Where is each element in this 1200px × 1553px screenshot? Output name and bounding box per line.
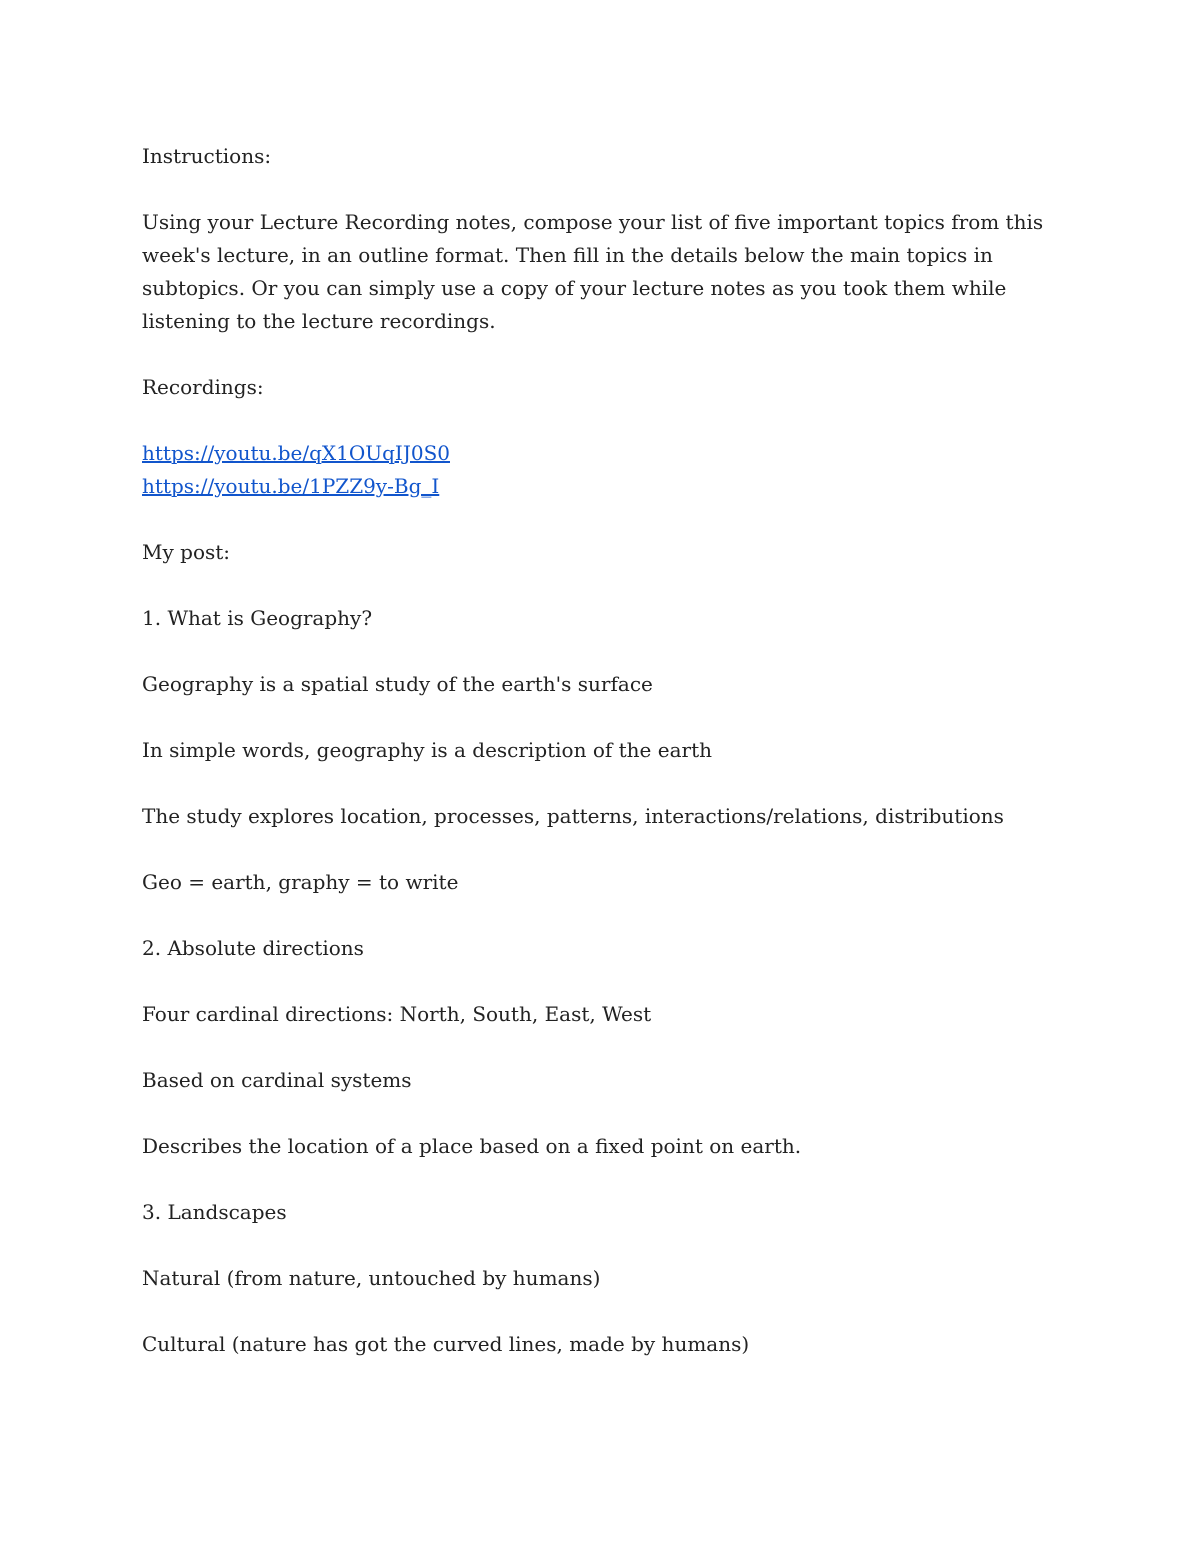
topic-detail: Four cardinal directions: North, South, East, West bbox=[142, 1002, 652, 1026]
topic-detail: Describes the location of a place based on a fixed point on earth. bbox=[142, 1134, 802, 1158]
topic-detail: Natural (from nature, untouched by humans) bbox=[142, 1266, 601, 1290]
instructions-heading: Instructions: bbox=[142, 144, 272, 168]
topic-detail: Geography is a spatial study of the earth's surface bbox=[142, 672, 653, 696]
topic-detail: Cultural (nature has got the curved lines, made by humans) bbox=[142, 1332, 750, 1356]
topic-title: 3. Landscapes bbox=[142, 1200, 287, 1224]
topic-detail: Geo = earth, graphy = to write bbox=[142, 870, 459, 894]
topic-detail: In simple words, geography is a description of the earth bbox=[142, 738, 712, 762]
instructions-paragraph: Using your Lecture Recording notes, compose your list of five important topics from this week's lecture, in an outline format. Then fill in the details below the main topics in subtopics. Or you can simply use a copy of your lecture notes as you took them while listening to the lecture recordings. bbox=[142, 210, 1044, 333]
topic-detail: Based on cardinal systems bbox=[142, 1068, 412, 1092]
document-body bbox=[142, 140, 1062, 1394]
recording-link-2[interactable]: https://youtu.be/1PZZ9y-Bg_I bbox=[142, 474, 440, 498]
topic-detail: The study explores location, processes, patterns, interactions/relations, distributions bbox=[142, 804, 1004, 828]
recording-link-1[interactable]: https://youtu.be/qX1OUqIJ0S0 bbox=[142, 441, 450, 465]
topic-title: 2. Absolute directions bbox=[142, 936, 364, 960]
recordings-heading: Recordings: bbox=[142, 375, 264, 399]
post-heading: My post: bbox=[142, 540, 231, 564]
recordings-links bbox=[142, 437, 1062, 503]
topic-title: 1. What is Geography? bbox=[142, 606, 373, 630]
